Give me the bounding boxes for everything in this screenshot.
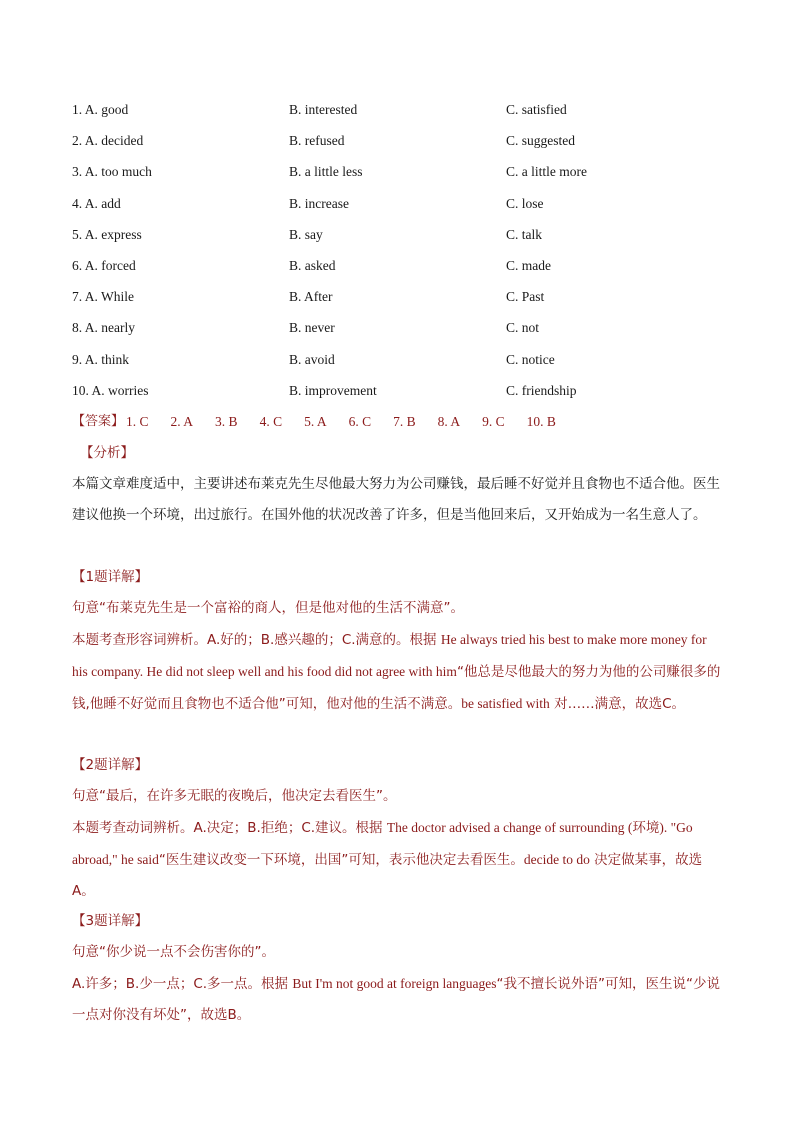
option-b: B. a little less — [289, 164, 363, 180]
answer-item: 7. B — [393, 414, 416, 429]
option-c: C. not — [506, 320, 540, 336]
answer-item: 10. B — [526, 414, 556, 429]
option-c: C. made — [506, 257, 551, 273]
q3-detail-rest: “我不擅长说外语”可知，医生说“少说一点对你没有坏处”，故选B。 — [72, 976, 720, 1023]
q1-tag: 【1题详解】 — [72, 569, 149, 585]
option-a: 2. A. decided — [72, 133, 144, 149]
q3-tag: 【3题详解】 — [72, 913, 149, 929]
q2-detail-end: 决定做某事，故选A。 — [72, 852, 703, 899]
option-a: 10. A. worries — [72, 382, 149, 398]
answer-item: 2. A — [170, 414, 194, 429]
option-row — [72, 226, 732, 257]
q1-detail-end: 对……满意，故选C。 — [549, 696, 685, 712]
q3-detail — [72, 968, 724, 1031]
q1-section — [72, 562, 724, 720]
q3-detail-intro: A.许多；B.少一点；C.多一点。根据 — [72, 976, 293, 992]
answer-tag: 【答案】 — [72, 414, 125, 429]
option-b: B. say — [289, 226, 323, 242]
q2-detail — [72, 812, 724, 907]
option-a: 8. A. nearly — [72, 320, 135, 336]
q3-section — [72, 906, 724, 1031]
option-c: C. a little more — [506, 164, 587, 180]
options-table — [72, 101, 732, 413]
q1-detail-intro: 本题考查形容词辨析。A.好的；B.感兴趣的；C.满意的。根据 — [72, 632, 441, 648]
q1-detail-rest: “他总是尽他最大的努力为他的公司赚很多的钱,他睡不好觉而且食物也不适合他”可知，他对他的生活不满意。 — [72, 664, 721, 712]
option-row — [72, 101, 732, 132]
option-b: B. asked — [289, 257, 336, 273]
option-c: C. talk — [506, 226, 542, 242]
option-b: B. never — [289, 320, 335, 336]
analysis-text: 本篇文章难度适中，主要讲述布莱克先生尽他最大努力为公司赚钱，最后睡不好觉并且食物也不适合他。医生建议他换一个环境，出过旅行。在国外他的状况改善了许多，但是当他回来后，又开始成为一名生意人了。 — [72, 476, 720, 523]
q1-detail-en2: be satisfied with — [461, 696, 550, 711]
q3-detail-en: But I'm not good at foreign languages — [292, 976, 497, 991]
option-row — [72, 132, 732, 163]
q3-meaning: 句意“你少说一点不会伤害你的”。 — [72, 944, 275, 960]
answer-item: 5. A — [304, 414, 327, 429]
option-a: 6. A. forced — [72, 257, 136, 273]
answer-item: 3. B — [215, 414, 238, 429]
option-a: 4. A. add — [72, 195, 121, 211]
answer-item: 9. C — [482, 414, 505, 429]
option-a: 9. A. think — [72, 351, 130, 367]
answer-item: 1. C — [126, 414, 149, 429]
q2-detail-intro: 本题考查动词辨析。A.决定；B.拒绝；C.建议。根据 — [72, 820, 387, 836]
option-c: C. satisfied — [506, 102, 567, 117]
q2-detail-en: The doctor advised a change of surrounding (环境). "Go abroad," he said — [72, 820, 693, 867]
q1-meaning: 句意“布莱克先生是一个富裕的商人，但是他对他的生活不满意”。 — [72, 600, 464, 616]
answer-list — [126, 413, 578, 431]
option-c: C. Past — [506, 289, 545, 305]
option-row — [72, 288, 732, 319]
option-c: C. friendship — [506, 382, 577, 398]
option-row — [72, 195, 732, 226]
option-row — [72, 257, 732, 288]
analysis-tag: 【分析】 — [80, 445, 134, 461]
option-a: 3. A. too much — [72, 164, 152, 180]
option-b: B. After — [289, 289, 333, 305]
option-b: B. interested — [289, 102, 358, 117]
option-row — [72, 319, 732, 350]
option-a: 7. A. While — [72, 289, 134, 305]
option-row — [72, 382, 732, 413]
answer-item: 8. A — [437, 414, 461, 429]
q1-detail-en: He always tried his best to make more money for his company. He did not sleep well and his food did not agree with him — [72, 632, 707, 679]
option-a: 1. A. good — [72, 102, 129, 117]
q2-detail-rest: “医生建议改变一下环境，出国”可知，表示他决定去看医生。 — [158, 852, 524, 868]
q2-detail-en2: decide to do — [523, 852, 590, 867]
q2-section — [72, 750, 724, 907]
q2-meaning: 句意“最后，在许多无眠的夜晚后，他决定去看医生”。 — [72, 788, 397, 804]
option-c: C. suggested — [506, 133, 575, 149]
option-row — [72, 163, 732, 194]
q1-detail — [72, 624, 724, 720]
answer-item: 4. C — [259, 414, 283, 429]
analysis-section — [72, 438, 724, 531]
option-b: B. avoid — [289, 351, 335, 367]
answer-line — [72, 413, 578, 431]
option-b: B. refused — [289, 133, 345, 149]
option-b: B. increase — [289, 195, 349, 211]
option-row — [72, 351, 732, 382]
option-c: C. notice — [506, 351, 555, 367]
q2-tag: 【2题详解】 — [72, 757, 149, 773]
option-b: B. improvement — [289, 382, 377, 398]
answer-item: 6. C — [348, 414, 372, 429]
option-c: C. lose — [506, 195, 544, 211]
option-a: 5. A. express — [72, 226, 142, 242]
